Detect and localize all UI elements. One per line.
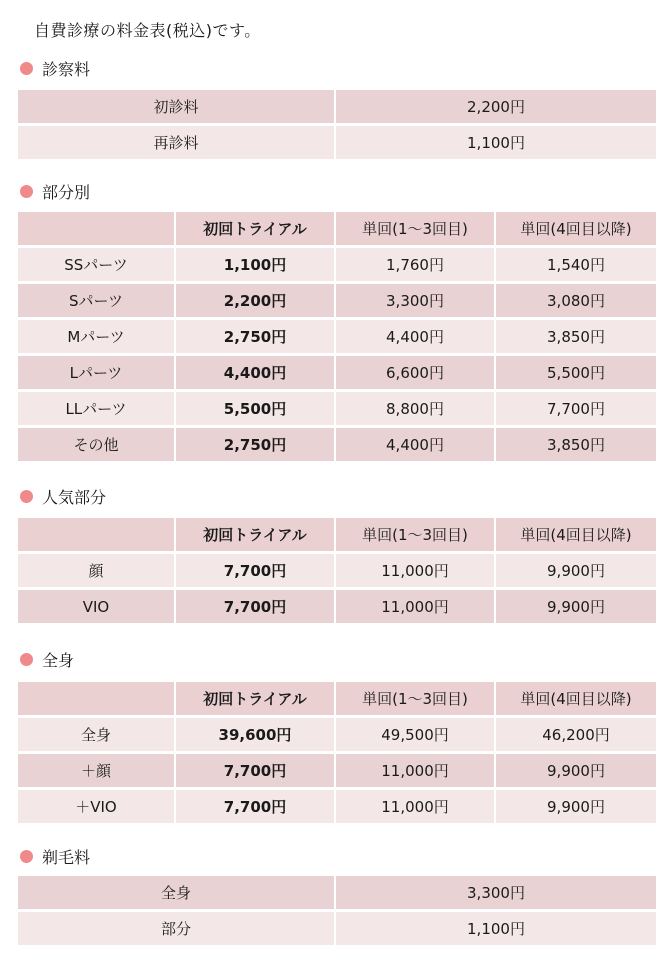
single-price-4plus: 5,500円 [496, 356, 656, 389]
trial-price: 39,600円 [176, 718, 336, 751]
table-header-row [18, 682, 656, 715]
header-cell [18, 212, 176, 245]
consult-fee-table [18, 87, 656, 162]
header-cell: 初回トライアル [176, 212, 336, 245]
table-row [18, 554, 656, 587]
trial-price: 7,700円 [176, 790, 336, 823]
single-price-4plus: 9,900円 [496, 554, 656, 587]
header-cell: 初回トライアル [176, 518, 336, 551]
section-heading-parts [20, 180, 90, 203]
header-cell: 単回(4回目以降) [496, 518, 656, 551]
trial-price: 7,700円 [176, 554, 336, 587]
single-price-1-3: 8,800円 [336, 392, 496, 425]
row-label: Lパーツ [18, 356, 176, 389]
trial-price: 7,700円 [176, 754, 336, 787]
row-label: 全身 [18, 718, 176, 751]
bullet-icon [20, 490, 33, 503]
table-row [18, 90, 656, 123]
single-price-1-3: 4,400円 [336, 428, 496, 461]
section-heading-popular [20, 485, 106, 508]
single-price-4plus: 3,080円 [496, 284, 656, 317]
row-label: 顔 [18, 554, 176, 587]
fee-label: 全身 [18, 876, 336, 909]
fee-label: 部分 [18, 912, 336, 945]
page-intro: 自費診療の料金表(税込)です。 [34, 21, 261, 40]
fee-price: 1,100円 [336, 912, 656, 945]
table-row [18, 392, 656, 425]
trial-price: 2,750円 [176, 320, 336, 353]
fee-price: 1,100円 [336, 126, 656, 159]
row-label: Mパーツ [18, 320, 176, 353]
row-label: SSパーツ [18, 248, 176, 281]
header-cell: 単回(4回目以降) [496, 212, 656, 245]
header-cell: 単回(1～3回目) [336, 518, 496, 551]
row-label: LLパーツ [18, 392, 176, 425]
single-price-4plus: 9,900円 [496, 754, 656, 787]
section-heading-shaving [20, 845, 90, 868]
fee-label: 再診料 [18, 126, 336, 159]
header-cell [18, 682, 176, 715]
bullet-icon [20, 62, 33, 75]
header-cell: 単回(4回目以降) [496, 682, 656, 715]
table-row [18, 126, 656, 159]
section-title: 全身 [42, 651, 75, 670]
table-row [18, 754, 656, 787]
fee-price: 3,300円 [336, 876, 656, 909]
section-title: 剃毛料 [42, 848, 91, 867]
table-row [18, 590, 656, 623]
table-row [18, 248, 656, 281]
section-heading-fullbody [20, 648, 74, 671]
single-price-4plus: 7,700円 [496, 392, 656, 425]
row-label: VIO [18, 590, 176, 623]
single-price-1-3: 11,000円 [336, 790, 496, 823]
single-price-1-3: 49,500円 [336, 718, 496, 751]
fee-price: 2,200円 [336, 90, 656, 123]
table-row [18, 912, 656, 945]
single-price-4plus: 3,850円 [496, 320, 656, 353]
single-price-4plus: 9,900円 [496, 790, 656, 823]
bullet-icon [20, 185, 33, 198]
table-header-row [18, 212, 656, 245]
row-label: ＋顔 [18, 754, 176, 787]
table-row [18, 428, 656, 461]
single-price-1-3: 4,400円 [336, 320, 496, 353]
section-heading-consult [20, 57, 90, 80]
table-row [18, 718, 656, 751]
single-price-4plus: 46,200円 [496, 718, 656, 751]
table-row [18, 356, 656, 389]
trial-price: 4,400円 [176, 356, 336, 389]
section-title: 診察料 [42, 60, 91, 79]
single-price-1-3: 11,000円 [336, 754, 496, 787]
bullet-icon [20, 653, 33, 666]
section-title: 人気部分 [42, 488, 107, 507]
header-cell [18, 518, 176, 551]
single-price-1-3: 3,300円 [336, 284, 496, 317]
single-price-1-3: 6,600円 [336, 356, 496, 389]
table-row [18, 790, 656, 823]
section-title: 部分別 [42, 183, 91, 202]
table-header-row [18, 518, 656, 551]
single-price-1-3: 11,000円 [336, 554, 496, 587]
header-cell: 単回(1～3回目) [336, 212, 496, 245]
trial-price: 7,700円 [176, 590, 336, 623]
popular-price-table [18, 515, 656, 626]
single-price-4plus: 3,850円 [496, 428, 656, 461]
bullet-icon [20, 850, 33, 863]
header-cell: 初回トライアル [176, 682, 336, 715]
single-price-4plus: 1,540円 [496, 248, 656, 281]
row-label: Sパーツ [18, 284, 176, 317]
trial-price: 2,200円 [176, 284, 336, 317]
header-cell: 単回(1～3回目) [336, 682, 496, 715]
row-label: ＋VIO [18, 790, 176, 823]
fee-label: 初診料 [18, 90, 336, 123]
trial-price: 2,750円 [176, 428, 336, 461]
row-label: その他 [18, 428, 176, 461]
table-row [18, 284, 656, 317]
parts-price-table [18, 209, 656, 464]
fullbody-price-table [18, 679, 656, 826]
trial-price: 5,500円 [176, 392, 336, 425]
table-row [18, 320, 656, 353]
single-price-1-3: 1,760円 [336, 248, 496, 281]
single-price-1-3: 11,000円 [336, 590, 496, 623]
table-row [18, 876, 656, 909]
trial-price: 1,100円 [176, 248, 336, 281]
single-price-4plus: 9,900円 [496, 590, 656, 623]
shaving-fee-table [18, 873, 656, 948]
